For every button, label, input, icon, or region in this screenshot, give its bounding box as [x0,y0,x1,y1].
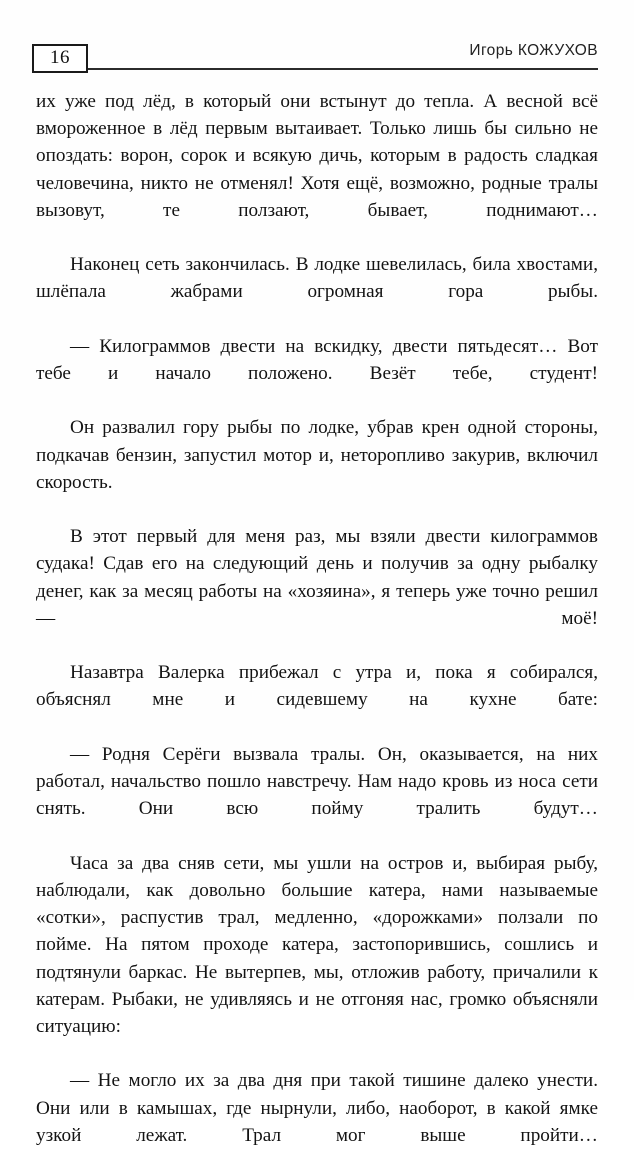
paragraph-dialogue: — Килограммов двести на вскидку, двести пятьдесят… Вот тебе и начало положено. Везёт тебе, студент! [36,335,598,385]
paragraph-dialogue: — Родня Серёги вызвала тралы. Он, оказывается, на них работал, начальство пошло навстречу. Нам надо кровь из носа сети снять. Они всю пойму тралить будут… [36,743,598,820]
header-author-name: Игорь КОЖУХОВ [469,42,598,59]
paragraph: их уже под лёд, в который они встынут до тепла. А весной всё вмороженное в лёд первым вытаивает. Только лишь бы сильно не опоздать: ворон, сорок и всякую дичь, которым в радость сладкая человечина, никто не отменял! Хотя ещё, возможно, родные тралы вызовут, те ползают, бывает, поднимают… [36,91,598,221]
paragraph-dialogue: — Не могло их за два дня при такой тишине далеко унести. Они или в камышах, где нырнули, либо, наоборот, в какой ямке узкой лежат. Трал мог выше пройти… [36,1070,598,1146]
header-divider-rule [36,68,598,70]
running-header [0,38,634,78]
paragraph: Он развалил гору рыбы по лодке, убрав крен одной стороны, подкачав бензин, запустил мотор и, неторопливо закурив, включил скорость. [36,417,598,493]
paragraph: Часа за два сняв сети, мы ушли на остров и, выбирая рыбу, наблюдали, как довольно большие катера, нами называемые «сотки», распустив трал, медленно, «дорожками» ползали по пойме. На пятом проходе катера, застопорившись, сошлись и подтянули баркас. Не вытерпев, мы, отложив работу, причалили к катерам. Рыбаки, не удивляясь и не отгоняя нас, громко объясняли ситуацию: [36,852,598,1037]
paragraph: Назавтра Валерка прибежал с утра и, пока я собирался, объяснял мне и сидевшему на кухне бате: [36,662,598,711]
paragraph: Наконец сеть закончилась. В лодке шевелилась, била хвостами, шлёпала жабрами огромная гора рыбы. [36,254,598,303]
paragraph: В этот первый для меня раз, мы взяли двести килограммов судака! Сдав его на следующий день и получив за одну рыбалку денег, как за месяц работы на «хозяина», я теперь уже точно решил — моё! [36,526,598,629]
page-number: 16 [50,47,70,68]
page-number-box [32,44,88,73]
body-text-block [36,88,598,1176]
